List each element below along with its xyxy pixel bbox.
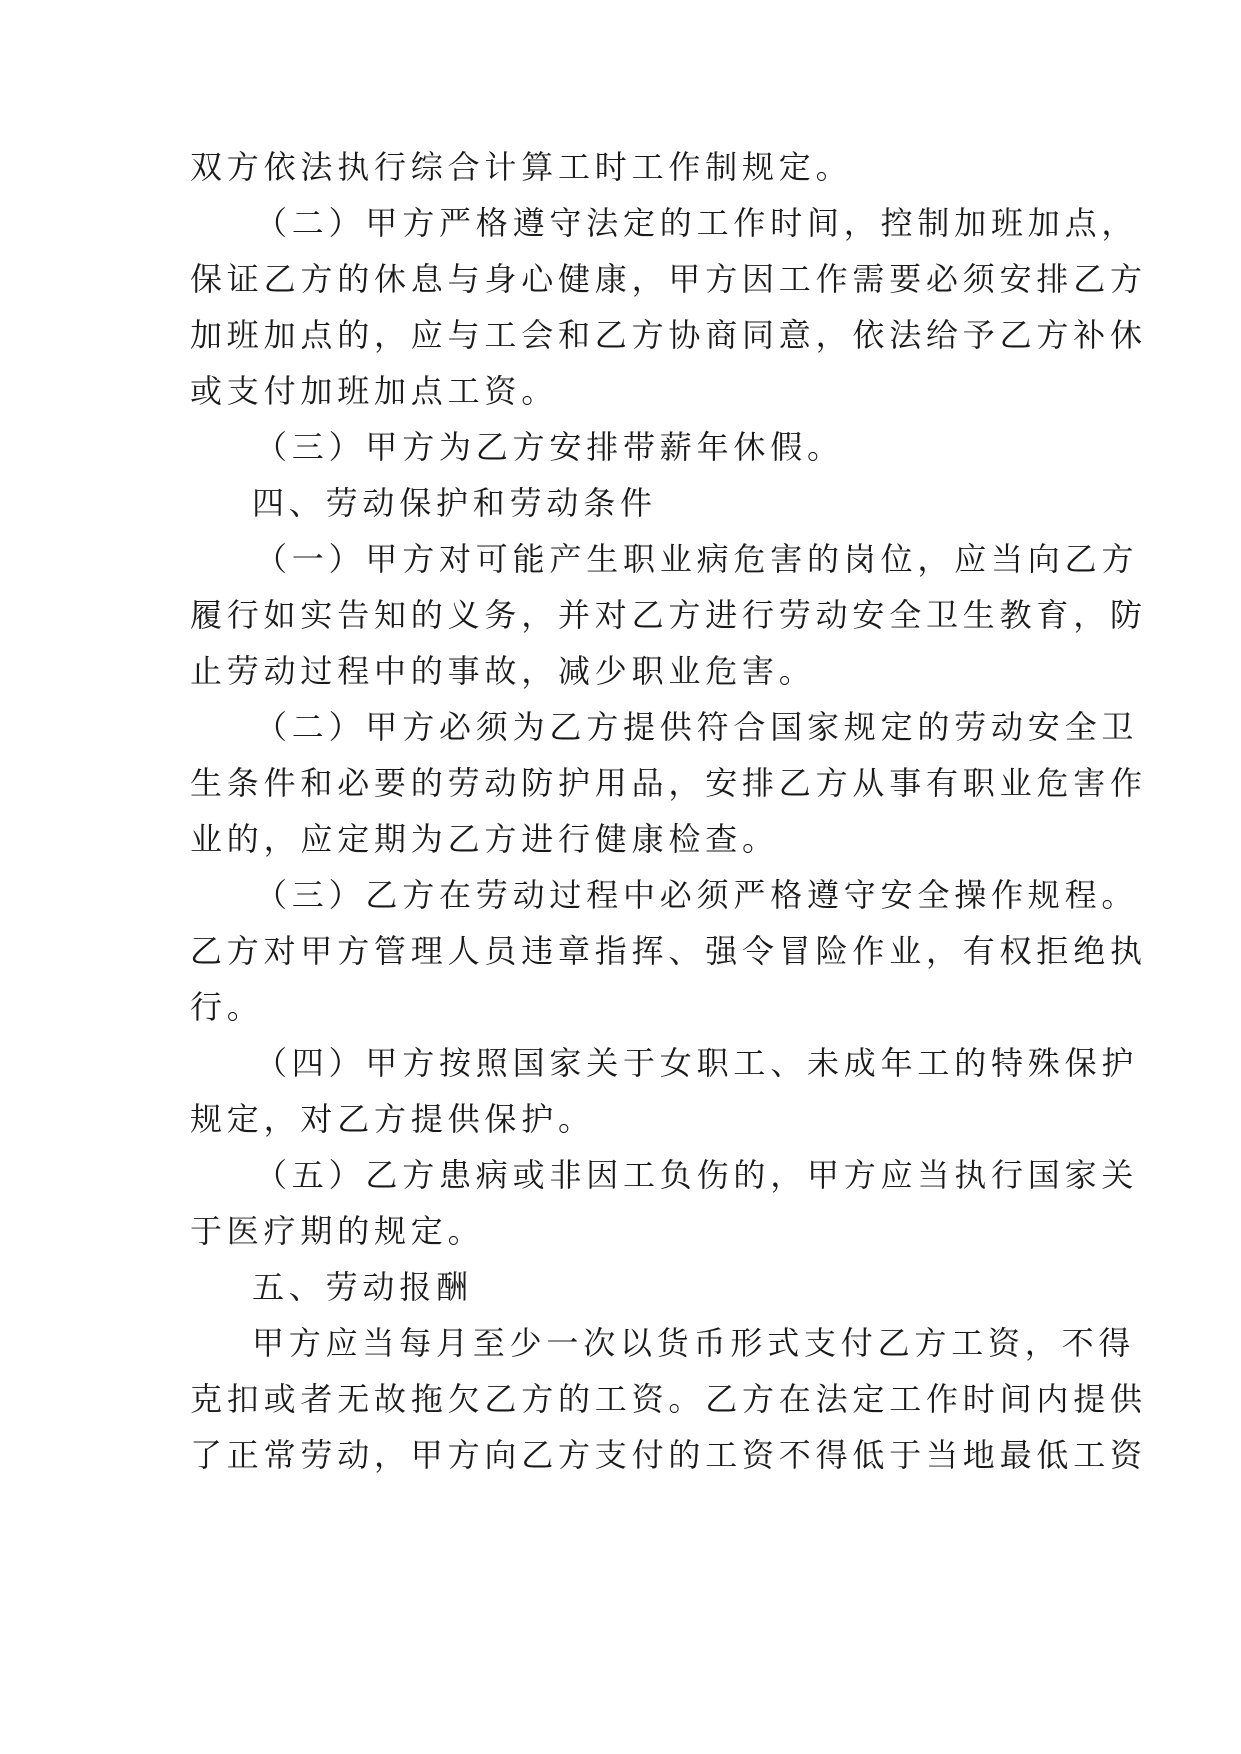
section-heading: 五、劳动报酬 — [252, 1268, 473, 1306]
text-line: 保证乙方的休息与身心健康，甲方因工作需要必须安排乙方 — [190, 260, 1147, 298]
section-heading: 四、劳动保护和劳动条件 — [252, 484, 657, 522]
text-line: 于医疗期的规定。 — [190, 1212, 485, 1250]
text-line: 生条件和必要的劳动防护用品，安排乙方从事有职业危害作 — [190, 764, 1147, 802]
text-line: （三）乙方在劳动过程中必须严格遵守安全操作规程。 — [255, 876, 1139, 914]
text-line: 加班加点的，应与工会和乙方协商同意，依法给予乙方补休 — [190, 316, 1147, 354]
text-line: 克扣或者无故拖欠乙方的工资。乙方在法定工作时间内提供 — [190, 1380, 1147, 1418]
text-line: 了正常劳动，甲方向乙方支付的工资不得低于当地最低工资 — [190, 1436, 1147, 1474]
text-line: 双方依法执行综合计算工时工作制规定。 — [190, 148, 853, 186]
text-line: 或支付加班加点工资。 — [190, 372, 559, 410]
text-line: （二）甲方严格遵守法定的工作时间，控制加班加点， — [255, 204, 1139, 242]
text-line: （二）甲方必须为乙方提供符合国家规定的劳动安全卫 — [255, 708, 1139, 746]
text-line: （五）乙方患病或非因工负伤的，甲方应当执行国家关 — [255, 1156, 1139, 1194]
text-line: 乙方对甲方管理人员违章指挥、强令冒险作业，有权拒绝执 — [190, 932, 1147, 970]
text-line: （四）甲方按照国家关于女职工、未成年工的特殊保护 — [255, 1044, 1139, 1082]
text-line: 止劳动过程中的事故，减少职业危害。 — [190, 652, 816, 690]
text-line: 履行如实告知的义务，并对乙方进行劳动安全卫生教育，防 — [190, 596, 1147, 634]
text-line: 行。 — [190, 988, 264, 1026]
text-line: （一）甲方对可能产生职业病危害的岗位，应当向乙方 — [255, 540, 1139, 578]
text-line: 规定，对乙方提供保护。 — [190, 1100, 595, 1138]
text-line: 甲方应当每月至少一次以货币形式支付乙方工资，不得 — [252, 1324, 1136, 1362]
text-line: （三）甲方为乙方安排带薪年休假。 — [255, 428, 844, 466]
text-line: 业的，应定期为乙方进行健康检查。 — [190, 820, 779, 858]
